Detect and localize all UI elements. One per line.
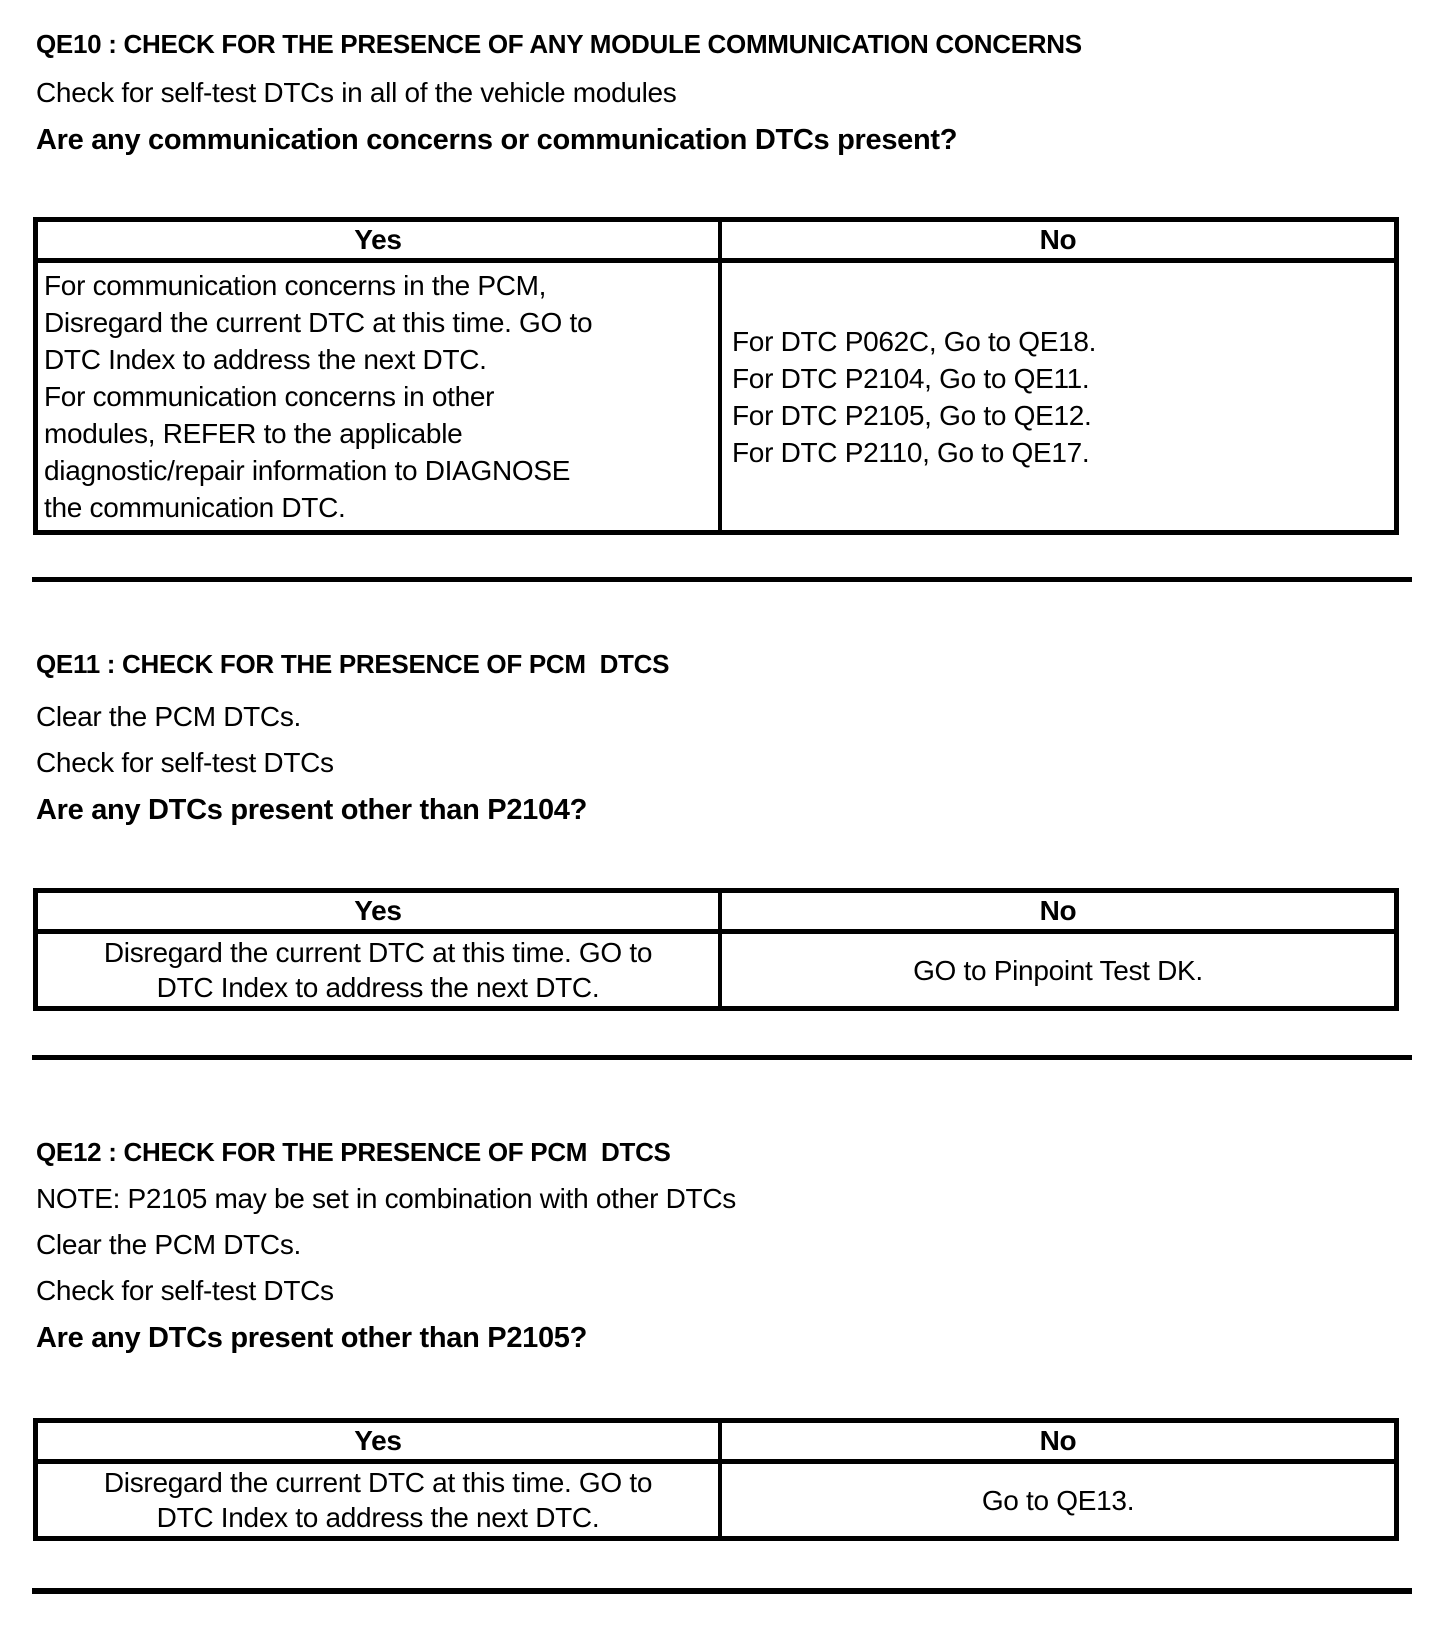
cell-line: For DTC P2105, Go to QE12. [732, 399, 1092, 431]
cell-line: For communication concerns in other [44, 381, 495, 412]
decision-table-header-row [38, 1423, 1394, 1464]
procedure-step: Clear the PCM DTCs. [36, 1229, 302, 1260]
section-heading: QE12 : CHECK FOR THE PRESENCE OF PCM DTCS [36, 1137, 671, 1167]
section-qe10 [36, 30, 1412, 535]
procedure-step: Check for self-test DTCs [36, 1275, 334, 1306]
section-divider [32, 577, 1412, 582]
cell-line: modules, REFER to the applicable [44, 418, 463, 449]
section-qe12 [36, 1138, 1412, 1541]
yes-header-cell: Yes [38, 1423, 722, 1459]
yes-result-cell [38, 263, 722, 530]
yes-header-cell: Yes [38, 222, 722, 258]
procedure-step: Check for self-test DTCs in all of the vehicle modules [36, 77, 677, 108]
cell-line: For communication concerns in the PCM, [44, 270, 547, 301]
no-result-cell [722, 934, 1394, 1006]
cell-line: For DTC P2110, Go to QE17. [732, 436, 1090, 468]
no-header-cell: No [1039, 895, 1077, 926]
question-text: Are any DTCs present other than P2104? [36, 794, 588, 826]
decision-table [33, 888, 1399, 1011]
yes-result-cell [38, 1464, 722, 1536]
no-result-cell [722, 263, 1394, 530]
procedure-step: Check for self-test DTCs [36, 747, 334, 778]
yes-result-cell [38, 934, 722, 1006]
decision-table [33, 217, 1399, 535]
cell-line: DTC Index to address the next DTC. [156, 1502, 600, 1533]
decision-table [33, 1418, 1399, 1541]
cell-line: For DTC P062C, Go to QE18. [732, 325, 1097, 357]
decision-table-body-row [38, 1464, 1394, 1536]
decision-table-body-row [38, 934, 1394, 1006]
section-divider [32, 1588, 1412, 1594]
decision-table-body-row [38, 263, 1394, 530]
cell-line: DTC Index to address the next DTC. [156, 972, 600, 1003]
decision-table-header-row [38, 893, 1394, 934]
no-result-cell [722, 1464, 1394, 1536]
yes-header-cell: Yes [38, 893, 722, 929]
section-heading: QE10 : CHECK FOR THE PRESENCE OF ANY MODULE COMMUNICATION CONCERNS [36, 29, 1082, 59]
section-divider [32, 1055, 1412, 1060]
cell-line: GO to Pinpoint Test DK. [913, 954, 1203, 986]
cell-line: Disregard the current DTC at this time. GO to [44, 307, 593, 338]
decision-table-header-row [38, 222, 1394, 263]
no-header-cell: No [1039, 224, 1077, 255]
cell-line: the communication DTC. [44, 492, 346, 523]
cell-line: For DTC P2104, Go to QE11. [732, 362, 1090, 394]
cell-line: diagnostic/repair information to DIAGNOSE [44, 455, 571, 486]
procedure-step: NOTE: P2105 may be set in combination with other DTCs [36, 1183, 736, 1214]
question-text: Are any DTCs present other than P2105? [36, 1322, 588, 1354]
cell-line: Go to QE13. [981, 1484, 1135, 1516]
no-header-cell: No [1039, 1425, 1077, 1456]
cell-line: Disregard the current DTC at this time. GO to [103, 937, 653, 968]
section-qe11 [36, 650, 1412, 1011]
section-heading: QE11 : CHECK FOR THE PRESENCE OF PCM DTCS [36, 649, 670, 679]
cell-line: Disregard the current DTC at this time. GO to [103, 1467, 653, 1498]
procedure-step: Clear the PCM DTCs. [36, 701, 302, 732]
question-text: Are any communication concerns or communication DTCs present? [36, 124, 958, 156]
cell-line: DTC Index to address the next DTC. [44, 344, 487, 375]
